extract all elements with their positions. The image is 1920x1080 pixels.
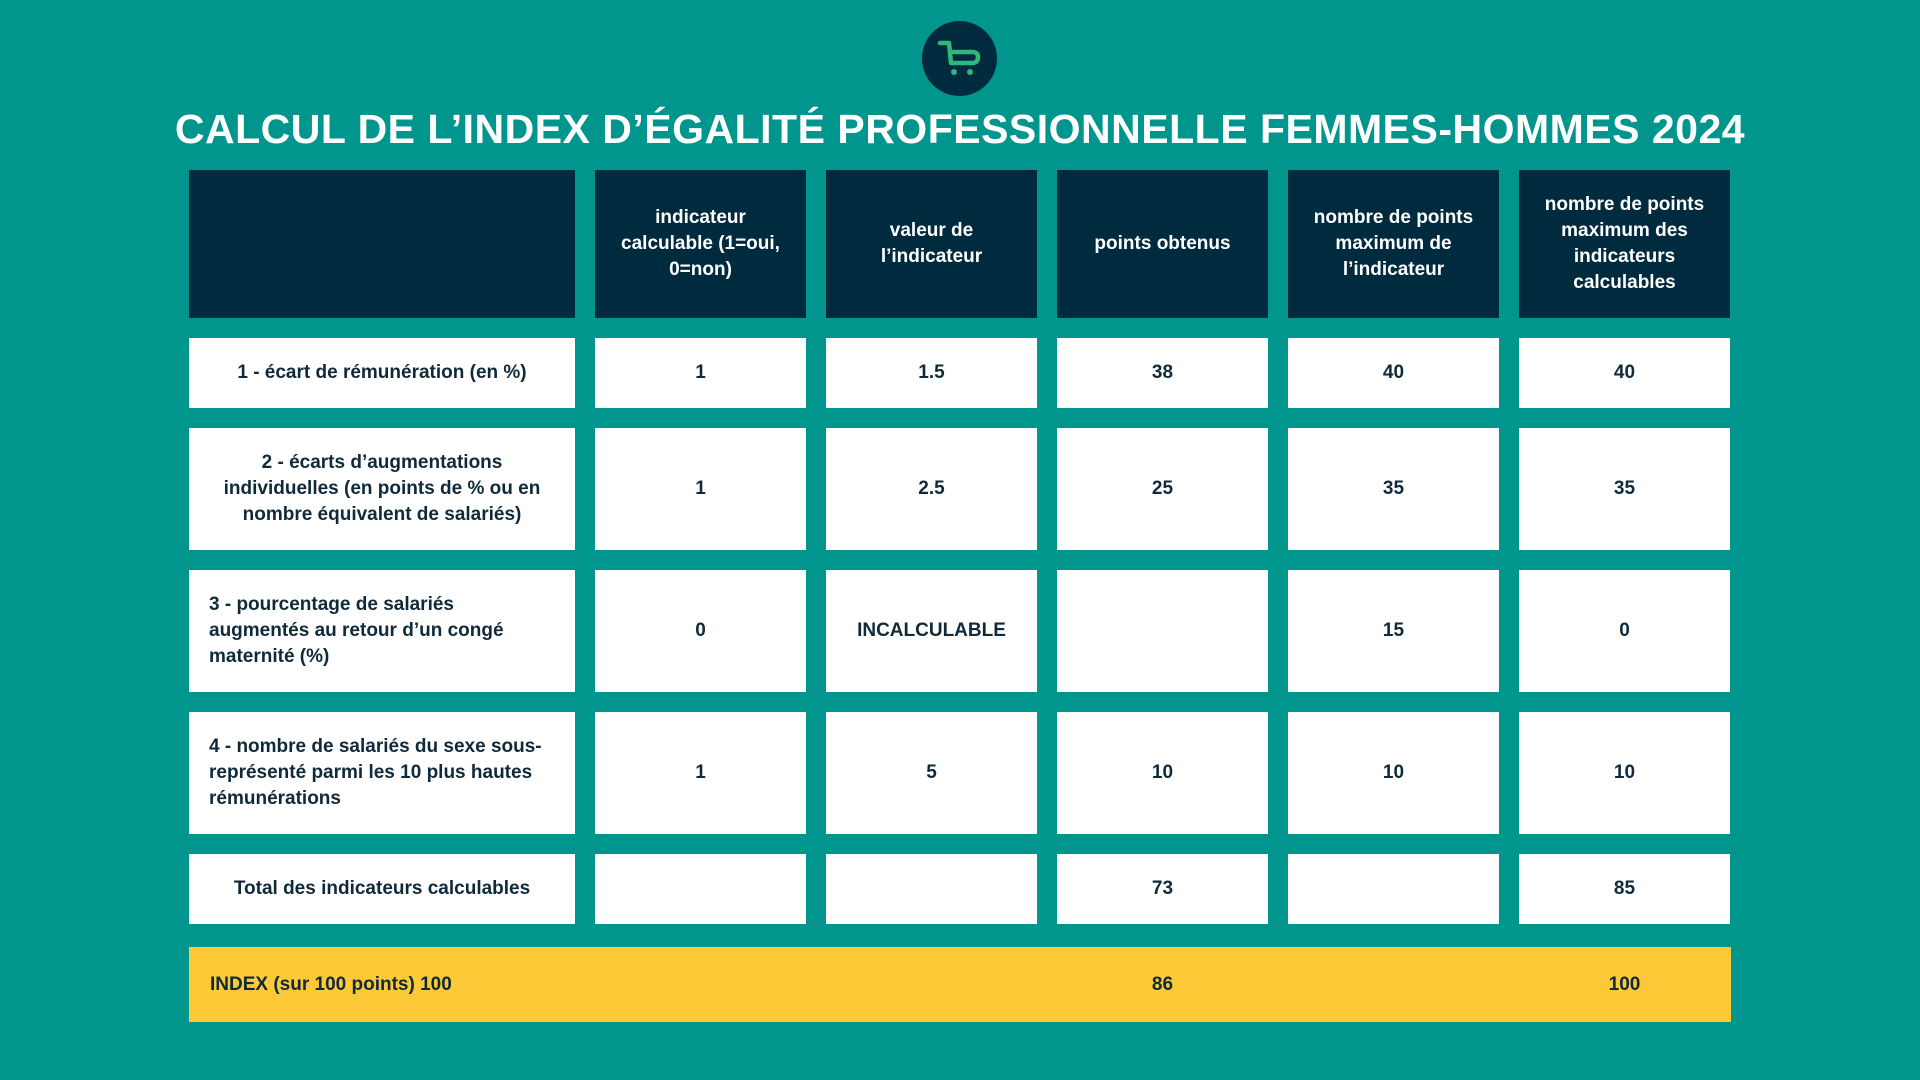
- cell-max-calculables: 10: [1519, 712, 1730, 834]
- cell-valeur: 5: [826, 712, 1037, 834]
- page-title: CALCUL DE L’INDEX D’ÉGALITÉ PROFESSIONNELLE FEMMES-HOMMES 2024: [174, 106, 1746, 152]
- cell-calculable: 1: [595, 712, 806, 834]
- cell-points: [1057, 570, 1268, 692]
- cell-calculable: 1: [595, 428, 806, 550]
- table-header-corner: [189, 170, 575, 318]
- index-max: 100: [1608, 973, 1641, 995]
- row-label: 2 - écarts d’augmentations individuelles (en points de % ou en nombre équivalent de salariés): [189, 428, 575, 550]
- cell-max-calculables: 0: [1519, 570, 1730, 692]
- cell-max-calculables: 40: [1519, 338, 1730, 408]
- cell-valeur: 2.5: [826, 428, 1037, 550]
- total-max-calculables: 85: [1519, 854, 1730, 924]
- row-label: 1 - écart de rémunération (en %): [189, 338, 575, 408]
- row-label: 3 - pourcentage de salariés augmentés au retour d’un congé maternité (%): [189, 570, 575, 692]
- total-label: Total des indicateurs calculables: [189, 854, 575, 924]
- cart-logo-icon: [922, 21, 997, 96]
- index-label: INDEX (sur 100 points) 100: [210, 973, 452, 995]
- cell-max: 40: [1288, 338, 1499, 408]
- cell-max: 35: [1288, 428, 1499, 550]
- cell-points: 10: [1057, 712, 1268, 834]
- total-points: 73: [1057, 854, 1268, 924]
- header-points: points obtenus: [1057, 170, 1268, 318]
- total-max: [1288, 854, 1499, 924]
- header-max: nombre de points maximum de l’indicateur: [1288, 170, 1499, 318]
- cell-max: 10: [1288, 712, 1499, 834]
- index-points: 86: [1151, 973, 1174, 995]
- cell-max-calculables: 35: [1519, 428, 1730, 550]
- cell-points: 38: [1057, 338, 1268, 408]
- cell-calculable: 0: [595, 570, 806, 692]
- row-label: 4 - nombre de salariés du sexe sous-représenté parmi les 10 plus hautes rémunérations: [189, 712, 575, 834]
- logo: [922, 21, 997, 96]
- header-max-calculables: nombre de points maximum des indicateurs calculables: [1519, 170, 1730, 318]
- cell-max: 15: [1288, 570, 1499, 692]
- cell-valeur: 1.5: [826, 338, 1037, 408]
- header-valeur: valeur de l’indicateur: [826, 170, 1037, 318]
- cell-calculable: 1: [595, 338, 806, 408]
- cell-valeur: INCALCULABLE: [826, 570, 1037, 692]
- cell-points: 25: [1057, 428, 1268, 550]
- header-calculable: indicateur calculable (1=oui, 0=non): [595, 170, 806, 318]
- total-calculable: [595, 854, 806, 924]
- total-valeur: [826, 854, 1037, 924]
